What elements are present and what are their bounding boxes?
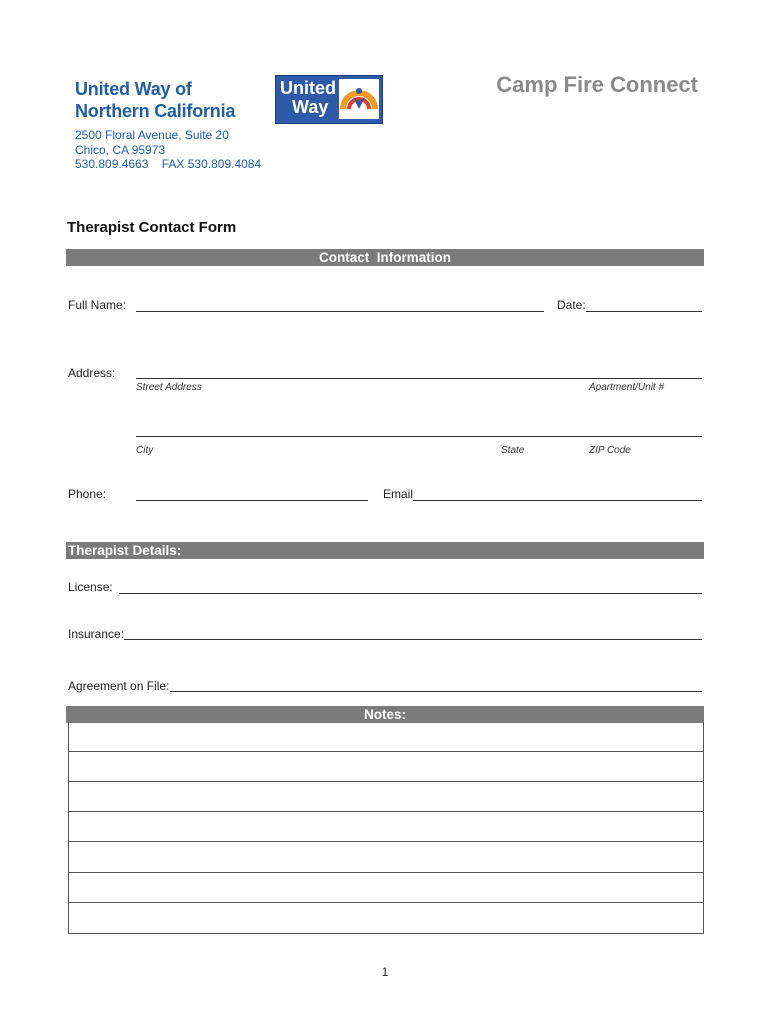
notes-line	[69, 902, 703, 903]
united-way-logo	[275, 75, 383, 124]
phone-label: Phone:	[68, 487, 107, 501]
address-line1: 2500 Floral Avenue, Suite 20	[75, 128, 229, 142]
notes-line	[69, 751, 703, 752]
notes-header: Notes:	[66, 706, 704, 723]
form-title: Therapist Contact Form	[67, 219, 237, 236]
street-address-caption: Street Address	[136, 382, 202, 393]
notes-line	[69, 841, 703, 842]
org-address	[75, 128, 261, 172]
notes-line	[69, 811, 703, 812]
email-label: Email	[383, 487, 414, 501]
hand-rainbow-icon	[339, 79, 379, 119]
email-field[interactable]	[413, 500, 702, 501]
city-state-zip-field[interactable]	[136, 436, 702, 437]
license-field[interactable]	[119, 593, 702, 594]
page-number: 1	[381, 965, 389, 979]
full-name-field[interactable]	[136, 311, 544, 312]
logo-text	[280, 79, 336, 117]
contact-information-header: Contact Information	[66, 249, 704, 266]
agreement-label: Agreement on File:	[68, 679, 170, 693]
phone-field[interactable]	[136, 500, 368, 501]
logo-text-line2: Way	[292, 97, 329, 117]
zip-caption: ZIP Code	[589, 445, 631, 456]
notes-area[interactable]	[68, 722, 704, 934]
insurance-field[interactable]	[124, 639, 702, 640]
state-caption: State	[501, 445, 525, 456]
app-title: Camp Fire Connect	[496, 72, 698, 97]
city-caption: City	[136, 445, 154, 456]
org-name	[75, 78, 235, 122]
street-address-field[interactable]	[136, 378, 702, 379]
date-field[interactable]	[586, 311, 702, 312]
agreement-field[interactable]	[170, 691, 702, 692]
logo-text-line1: United	[280, 78, 336, 98]
apartment-caption: Apartment/Unit #	[589, 382, 665, 393]
org-name-line1: United Way of	[75, 79, 192, 99]
date-label: Date:	[557, 298, 586, 312]
address-line3: 530.809.4663 FAX 530.809.4084	[75, 157, 262, 171]
insurance-label: Insurance:	[68, 627, 125, 641]
org-name-line2: Northern California	[75, 101, 236, 121]
address-line2: Chico, CA 95973	[75, 142, 166, 157]
notes-line	[69, 872, 703, 873]
address-label: Address:	[68, 366, 116, 380]
therapist-details-header: Therapist Details:	[66, 542, 704, 559]
notes-line	[69, 781, 703, 782]
full-name-label: Full Name:	[68, 298, 127, 312]
license-label: License:	[68, 580, 113, 594]
